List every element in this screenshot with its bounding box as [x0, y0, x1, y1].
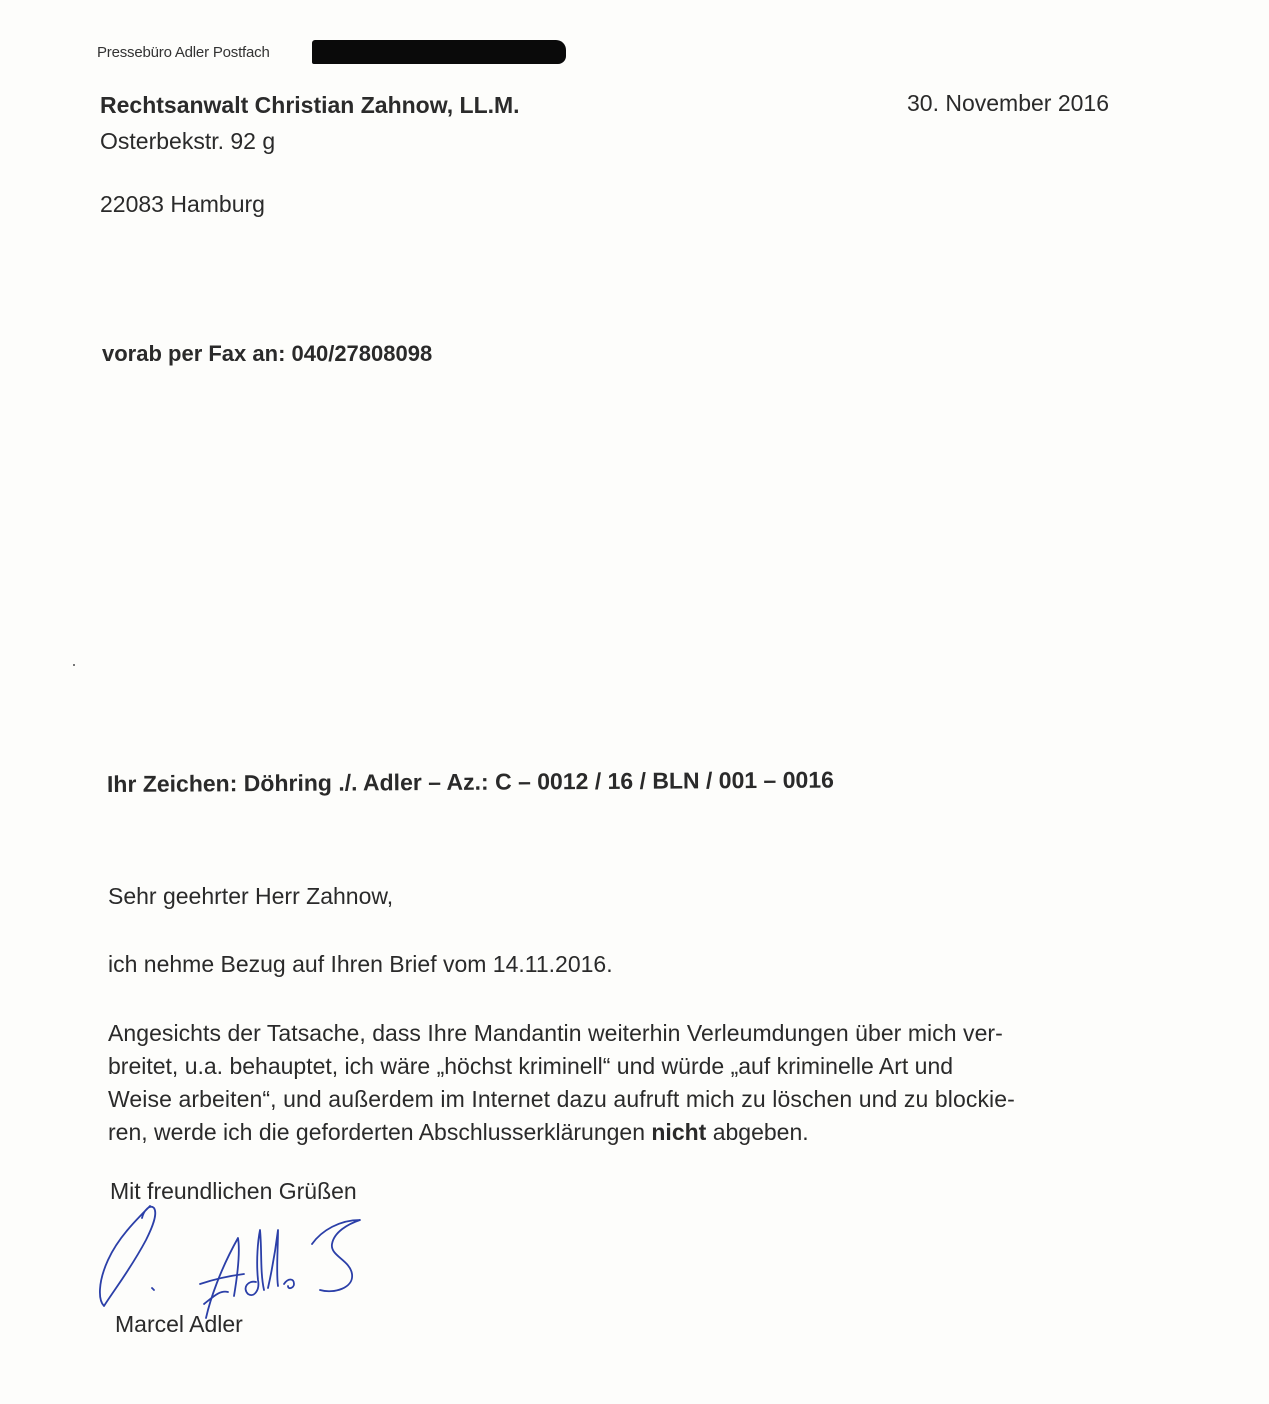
- body-line: Angesichts der Tatsache, dass Ihre Mandantin weiterhin Verleumdungen über mich ver-: [108, 1020, 1003, 1046]
- salutation: Sehr geehrter Herr Zahnow,: [108, 883, 394, 909]
- closing: Mit freundlichen Grüßen: [110, 1178, 357, 1204]
- body-line: Weise arbeiten“, und außerdem im Internet dazu aufruft mich zu löschen und zu blockie-: [108, 1086, 1015, 1112]
- recipient-name: Rechtsanwalt Christian Zahnow, LL.M.: [100, 92, 520, 118]
- fax-line: vorab per Fax an: 040/27808098: [102, 341, 433, 366]
- handwritten-signature: [88, 1200, 378, 1325]
- intro-sentence: ich nehme Bezug auf Ihren Brief vom 14.11.2016.: [108, 951, 613, 977]
- body-line: [108, 1116, 1015, 1149]
- signer-name: Marcel Adler: [115, 1311, 243, 1337]
- scan-speck: [73, 664, 75, 666]
- recipient-street: Osterbekstr. 92 g: [100, 128, 276, 154]
- emphasis-nicht: nicht: [651, 1119, 707, 1145]
- body-paragraph: [108, 1017, 1015, 1149]
- recipient-city: 22083 Hamburg: [100, 191, 265, 217]
- letter-date: 30. November 2016: [907, 90, 1110, 116]
- sender-address-line: Pressebüro Adler Postfach: [97, 44, 270, 61]
- reference-line: Ihr Zeichen: Döhring ./. Adler – Az.: C – 0012 / 16 / BLN / 001 – 0016: [106, 766, 834, 797]
- body-line-text: abgeben.: [706, 1119, 809, 1145]
- redaction-bar: [312, 40, 566, 64]
- body-line: breitet, u.a. behauptet, ich wäre „höchst kriminell“ und würde „auf kriminelle Art und: [108, 1053, 954, 1079]
- body-line-text: ren, werde ich die geforderten Abschlusserklärungen: [108, 1119, 652, 1145]
